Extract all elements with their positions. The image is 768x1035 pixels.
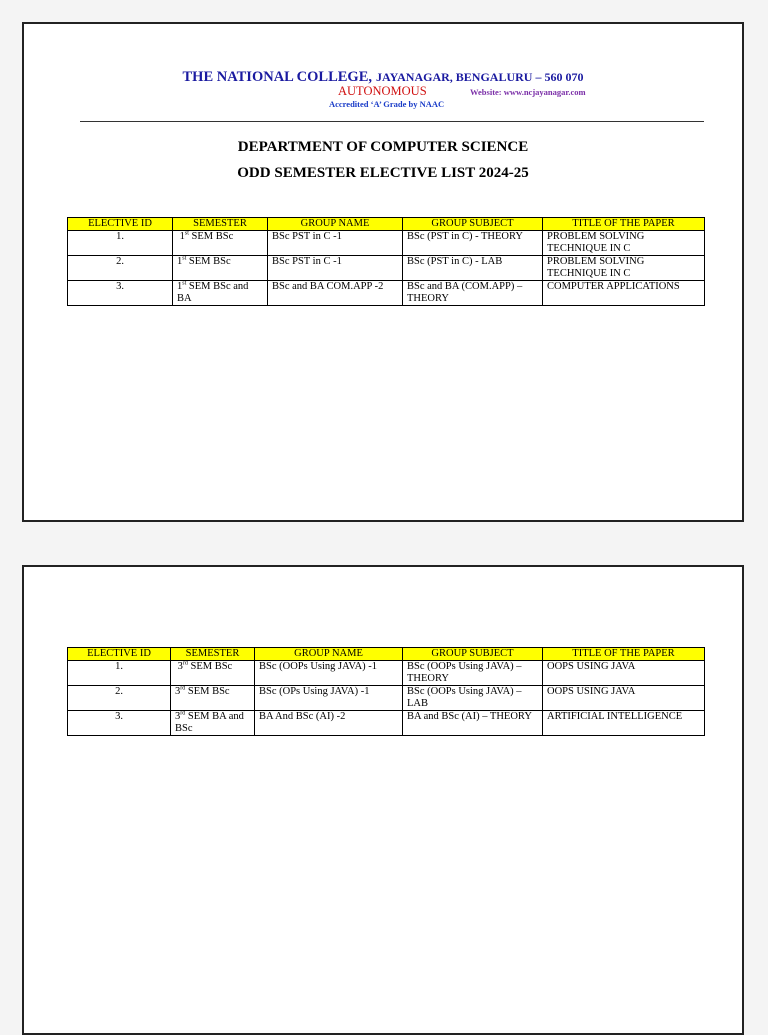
- column-header-group-name: GROUP NAME: [255, 648, 403, 661]
- table-header-row: [68, 218, 705, 231]
- semester-cell: 3rd SEM BA and BSc: [171, 711, 255, 736]
- group-name-cell: BSc PST in C -1: [268, 231, 403, 256]
- elective-id-cell: 2.: [68, 256, 173, 281]
- elective-id-cell: 3.: [68, 711, 171, 736]
- group-name-cell: BSc and BA COM.APP -2: [268, 281, 403, 306]
- elective-id-cell: 1.: [68, 231, 173, 256]
- group-subject-cell: BSc (OOPs Using JAVA) – LAB: [403, 686, 543, 711]
- group-name-cell: BA And BSc (AI) -2: [255, 711, 403, 736]
- group-subject-cell: BSc (OOPs Using JAVA) – THEORY: [403, 661, 543, 686]
- group-name-cell: BSc PST in C -1: [268, 256, 403, 281]
- group-name-cell: BSc (OPs Using JAVA) -1: [255, 686, 403, 711]
- elective-list-title: ODD SEMESTER ELECTIVE LIST 2024-25: [237, 165, 529, 181]
- column-header-title: TITLE OF THE PAPER: [543, 648, 705, 661]
- column-header-group-subject: GROUP SUBJECT: [403, 648, 543, 661]
- college-name: THE NATIONAL COLLEGE,: [182, 69, 372, 85]
- autonomous-label: AUTONOMOUS: [338, 84, 427, 98]
- paper-title-cell: ARTIFICIAL INTELLIGENCE: [543, 711, 705, 736]
- paper-title-cell: OOPS USING JAVA: [543, 661, 705, 686]
- table-row: [68, 711, 705, 736]
- paper-title-cell: OOPS USING JAVA: [543, 686, 705, 711]
- column-header-elective-id: ELECTIVE ID: [68, 218, 173, 231]
- department-title: DEPARTMENT OF COMPUTER SCIENCE: [237, 139, 529, 155]
- elective-id-cell: 1.: [68, 661, 171, 686]
- semester-cell: 3rd SEM BSc: [171, 661, 255, 686]
- semester-cell: 1st SEM BSc: [173, 256, 268, 281]
- semester-cell: 1st SEM BSc: [173, 231, 268, 256]
- column-header-title: TITLE OF THE PAPER: [543, 218, 705, 231]
- website-text: Website: www.ncjayanagar.com: [470, 87, 586, 97]
- header-divider: [80, 121, 704, 122]
- paper-title-cell: COMPUTER APPLICATIONS: [543, 281, 705, 306]
- table-row: [68, 281, 705, 306]
- column-header-semester: SEMESTER: [171, 648, 255, 661]
- column-header-group-name: GROUP NAME: [268, 218, 403, 231]
- column-header-group-subject: GROUP SUBJECT: [403, 218, 543, 231]
- group-subject-cell: BA and BSc (AI) – THEORY: [403, 711, 543, 736]
- elective-table-odd-3rd-sem: [67, 647, 705, 736]
- table-row: [68, 661, 705, 686]
- column-header-semester: SEMESTER: [173, 218, 268, 231]
- table-row: [68, 256, 705, 281]
- elective-id-cell: 2.: [68, 686, 171, 711]
- paper-title-cell: PROBLEM SOLVING TECHNIQUE IN C: [543, 256, 705, 281]
- group-subject-cell: BSc (PST in C) - LAB: [403, 256, 543, 281]
- group-subject-cell: BSc (PST in C) - THEORY: [403, 231, 543, 256]
- table-header-row: [68, 648, 705, 661]
- group-subject-cell: BSc and BA (COM.APP) – THEORY: [403, 281, 543, 306]
- table-row: [68, 686, 705, 711]
- accreditation-text: Accredited ‘A’ Grade by NAAC: [329, 99, 445, 109]
- semester-cell: 1st SEM BSc and BA: [173, 281, 268, 306]
- elective-table-odd-1st-sem: [67, 217, 705, 306]
- document-page-2: [22, 565, 744, 1035]
- document-page-1: [22, 22, 744, 522]
- group-name-cell: BSc (OOPs Using JAVA) -1: [255, 661, 403, 686]
- table-row: [68, 231, 705, 256]
- semester-cell: 3rd SEM BSc: [171, 686, 255, 711]
- column-header-elective-id: ELECTIVE ID: [68, 648, 171, 661]
- paper-title-cell: PROBLEM SOLVING TECHNIQUE IN C: [543, 231, 705, 256]
- elective-id-cell: 3.: [68, 281, 173, 306]
- college-location: JAYANAGAR, BENGALURU – 560 070: [376, 70, 584, 84]
